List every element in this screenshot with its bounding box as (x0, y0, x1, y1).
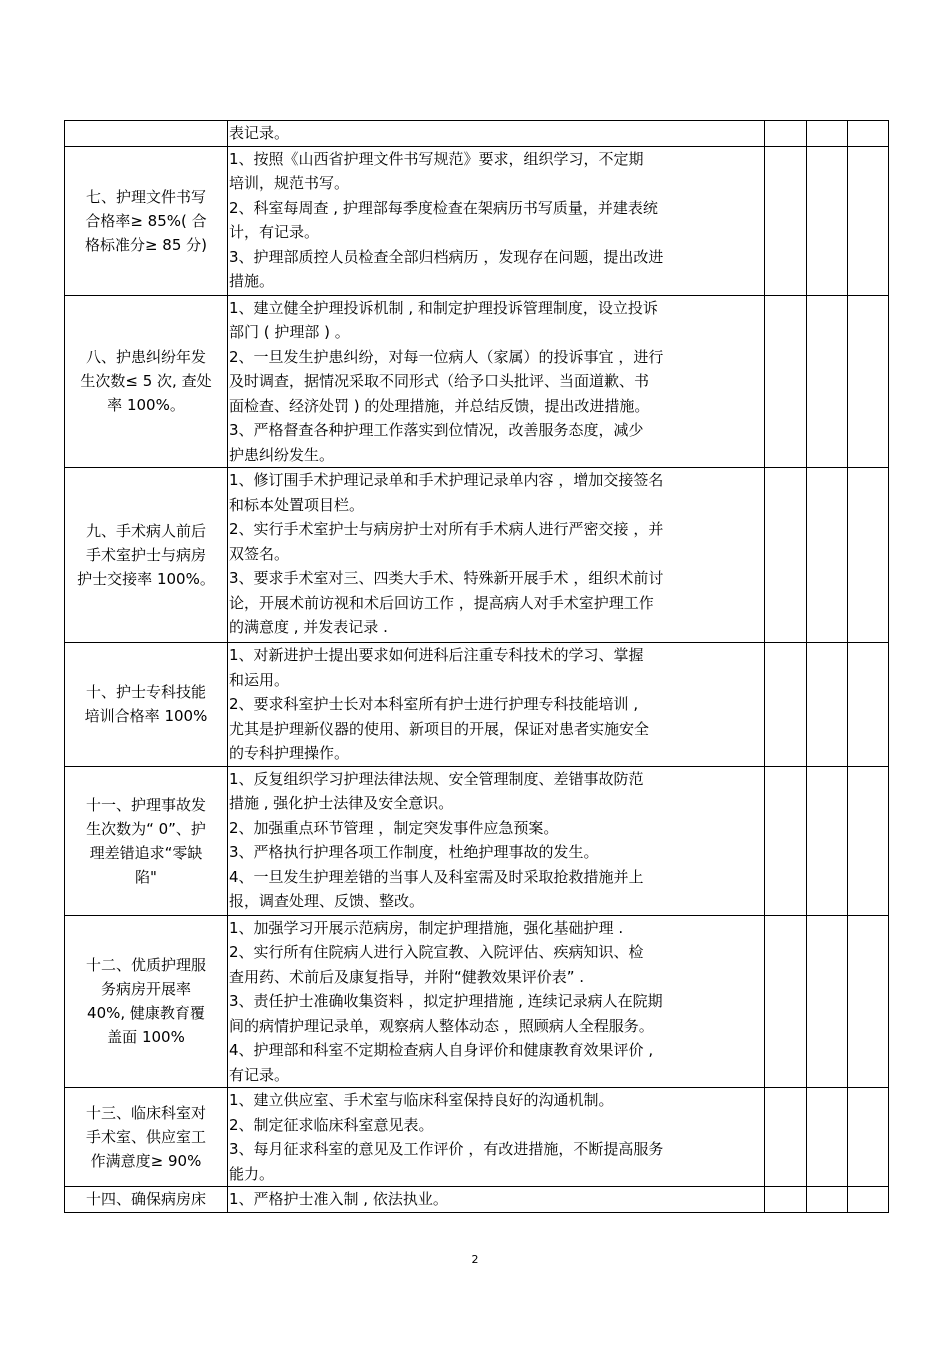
measures-text (228, 916, 764, 1088)
score-cell (807, 468, 848, 643)
criterion-line: 合格率≥ 85%( 合 (85, 211, 207, 230)
criterion-line: 格标准分≥ 85 分) (84, 235, 208, 254)
score-cell (807, 766, 848, 915)
measure-line: 措施。 (229, 272, 275, 290)
measure-line: 论，开展术前访视和术后回访工作 ，提高病人对手术室护理工作 (229, 593, 654, 612)
criterion-line: 十三、临床科室对 (85, 1104, 206, 1122)
criterion-line: 十一、护理事故发 (85, 795, 206, 814)
measure-line: 2、一旦发生护患纠纷，对每一位病人（家属）的投诉事宜 ，进行 (229, 347, 664, 366)
table-row (65, 121, 889, 147)
score-cell (765, 766, 807, 915)
measure-line: 和标本处置项目栏。 (229, 495, 365, 514)
criterion-text (65, 185, 227, 257)
table-row (65, 1088, 889, 1187)
score-cell (848, 121, 889, 147)
criterion-cell (65, 295, 228, 468)
criterion-line: 盖面 100% (107, 1028, 185, 1047)
measure-line: 1、严格护士准入制 , 依法执业。 (229, 1190, 448, 1208)
criterion-text (65, 793, 227, 889)
score-cell (807, 643, 848, 767)
measure-line: 1、反复组织学习护理法律法规、安全管理制度、差错事故防范 (229, 769, 644, 788)
measures-text (228, 296, 764, 468)
measure-line: 1、修订围手术护理记录单和手术护理记录单内容 ，增加交接签名 (229, 471, 664, 489)
measure-line: 4、一旦发生护理差错的当事人及科室需及时采取抢救措施并上 (229, 867, 644, 886)
criterion-text (65, 519, 227, 591)
criterion-text (65, 1187, 227, 1211)
measure-line: 部门 ( 护理部 ) 。 (229, 323, 350, 341)
score-cell (848, 766, 889, 915)
criterion-text (65, 680, 227, 728)
measure-line: 间的病情护理记录单，观察病人整体动态 ，照顾病人全程服务。 (229, 1016, 654, 1035)
measure-line: 3、严格执行护理各项工作制度，杜绝护理事故的发生。 (229, 843, 599, 861)
criterion-cell (65, 766, 228, 915)
score-cell (848, 915, 889, 1088)
score-cell (807, 1088, 848, 1187)
criterion-line: 培训合格率 100% (84, 707, 208, 726)
measure-line: 双签名。 (229, 544, 290, 563)
table-row (65, 295, 889, 468)
score-cell (765, 1187, 807, 1213)
score-cell (807, 121, 848, 147)
measure-line: 的专科护理操作。 (229, 744, 350, 762)
score-cell (807, 915, 848, 1088)
criterion-line: 十、护士专科技能 (85, 683, 206, 702)
measures-cell (228, 766, 765, 915)
measures-text (228, 1187, 764, 1212)
criterion-line: 务病房开展率 (100, 980, 191, 999)
content-table (64, 120, 889, 1213)
measures-text (228, 767, 764, 914)
measures-cell (228, 1187, 765, 1213)
score-cell (848, 295, 889, 468)
score-cell (848, 1088, 889, 1187)
score-cell (807, 295, 848, 468)
table-row (65, 766, 889, 915)
criterion-text (65, 345, 227, 417)
table-row (65, 468, 889, 643)
measure-line: 查用药、术前后及康复指导，并附“健教效果评价表” . (229, 967, 585, 986)
measure-line: 1、建立健全护理投诉机制 , 和制定护理投诉管理制度，设立投诉 (229, 298, 658, 317)
criterion-line: 八、护患纠纷年发 (85, 348, 206, 367)
measure-line: 3、每月征求科室的意见及工作评价 ，有改进措施，不断提高服务 (229, 1140, 664, 1158)
criterion-line: 十二、优质护理服 (85, 956, 206, 975)
score-cell (848, 468, 889, 643)
criterion-cell (65, 1187, 228, 1213)
score-cell (765, 121, 807, 147)
score-cell (765, 468, 807, 643)
criterion-line: 陷" (135, 867, 157, 886)
criterion-line: 生次数为“ 0”、护 (86, 819, 206, 838)
measure-line: 1、建立供应室、手术室与临床科室保持良好的沟通机制。 (229, 1091, 614, 1109)
criterion-line: 护士交接率 100%。 (77, 570, 215, 588)
criterion-cell (65, 1088, 228, 1187)
measure-line: 3、要求手术室对三、四类大手术、特殊新开展手术 ，组织术前讨 (229, 569, 664, 587)
criterion-line: 七、护理文件书写 (85, 187, 206, 206)
measures-cell (228, 468, 765, 643)
measure-line: 2、制定征求临床科室意见表。 (229, 1115, 434, 1134)
score-cell (765, 915, 807, 1088)
measure-line: 能力。 (229, 1164, 275, 1183)
score-cell (765, 146, 807, 295)
criterion-cell (65, 468, 228, 643)
criterion-line: 40%, 健康教育覆 (87, 1004, 205, 1023)
criterion-text (65, 953, 227, 1049)
measures-text (228, 1088, 764, 1186)
score-cell (848, 146, 889, 295)
table-row (65, 915, 889, 1088)
measures-cell (228, 915, 765, 1088)
measure-line: 计，有记录。 (229, 223, 320, 241)
measures-cell (228, 146, 765, 295)
criterion-line: 手术室、供应室工 (85, 1128, 206, 1146)
criterion-line: 率 100%。 (107, 396, 185, 415)
measures-text (228, 121, 764, 146)
criterion-cell (65, 146, 228, 295)
criterion-line: 作满意度≥ 90% (90, 1152, 202, 1170)
measure-line: 面检查、经济处罚 ) 的处理措施，并总结反馈，提出改进措施。 (229, 396, 650, 415)
measure-line: 有记录。 (229, 1065, 290, 1084)
measure-line: 护患纠纷发生。 (229, 445, 335, 464)
score-cell (807, 1187, 848, 1213)
measure-line: 尤其是护理新仪器的使用、新项目的开展，保证对患者实施安全 (229, 719, 650, 738)
measure-line: 2、要求科室护士长对本科室所有护士进行护理专科技能培训 , (229, 695, 639, 713)
score-cell (848, 643, 889, 767)
score-cell (765, 643, 807, 767)
measures-text (228, 147, 764, 294)
measures-cell (228, 1088, 765, 1187)
score-cell (848, 1187, 889, 1213)
criterion-line: 十四、确保病房床 (85, 1190, 206, 1209)
page-number: 2 (471, 1253, 479, 1266)
score-cell (807, 146, 848, 295)
measure-line: 培训，规范书写。 (229, 174, 350, 192)
measure-line: 4、护理部和科室不定期检查病人自身评价和健康教育效果评价 , (229, 1041, 654, 1059)
measure-line: 及时调查，据情况采取不同形式（给予口头批评、当面道歉、书 (229, 372, 650, 390)
criterion-line: 生次数≤ 5 次, 查处 (80, 372, 212, 391)
measure-line: 2、实行手术室护士与病房护士对所有手术病人进行严密交接 ，并 (229, 520, 664, 538)
measures-cell (228, 121, 765, 147)
measures-cell (228, 295, 765, 468)
criterion-cell (65, 915, 228, 1088)
measure-line: 1、对新进护士提出要求如何进科后注重专科技术的学习、掌握 (229, 646, 644, 664)
measure-line: 1、按照《山西省护理文件书写规范》要求，组织学习，不定期 (229, 149, 644, 168)
criterion-cell (65, 643, 228, 767)
criterion-line: 理差错追求“零缺 (89, 843, 203, 862)
score-cell (765, 1088, 807, 1187)
measure-line: 3、护理部质控人员检查全部归档病历 ，发现存在问题，提出改进 (229, 247, 664, 266)
score-cell (765, 295, 807, 468)
criterion-text (65, 1101, 227, 1173)
table-row (65, 1187, 889, 1213)
measure-line: 措施 , 强化护士法律及安全意识。 (229, 794, 454, 812)
measure-line: 表记录。 (229, 124, 290, 142)
criterion-line: 手术室护士与病房 (85, 546, 206, 564)
measure-line: 2、实行所有住院病人进行入院宣教、入院评估、疾病知识、检 (229, 943, 644, 961)
measure-line: 和运用。 (229, 670, 290, 689)
measures-cell (228, 643, 765, 767)
measure-line: 1、加强学习开展示范病房，制定护理措施，强化基础护理 . (229, 918, 624, 937)
measure-line: 2、加强重点环节管理 ，制定突发事件应急预案。 (229, 818, 559, 837)
table-row (65, 643, 889, 767)
table-row (65, 146, 889, 295)
measures-text (228, 643, 764, 766)
measure-line: 3、严格督查各种护理工作落实到位情况，改善服务态度，减少 (229, 421, 644, 439)
criterion-cell (65, 121, 228, 147)
measure-line: 2、科室每周查 , 护理部每季度检查在架病历书写质量，并建表统 (229, 198, 658, 217)
measure-line: 3、责任护士准确收集资料 ，拟定护理措施 , 连续记录病人在院期 (229, 992, 663, 1010)
measures-text (228, 468, 764, 640)
measure-line: 的满意度 , 并发表记录 . (229, 618, 388, 636)
measure-line: 报，调查处理、反馈、整改。 (229, 892, 425, 910)
criterion-line: 九、手术病人前后 (85, 522, 206, 540)
